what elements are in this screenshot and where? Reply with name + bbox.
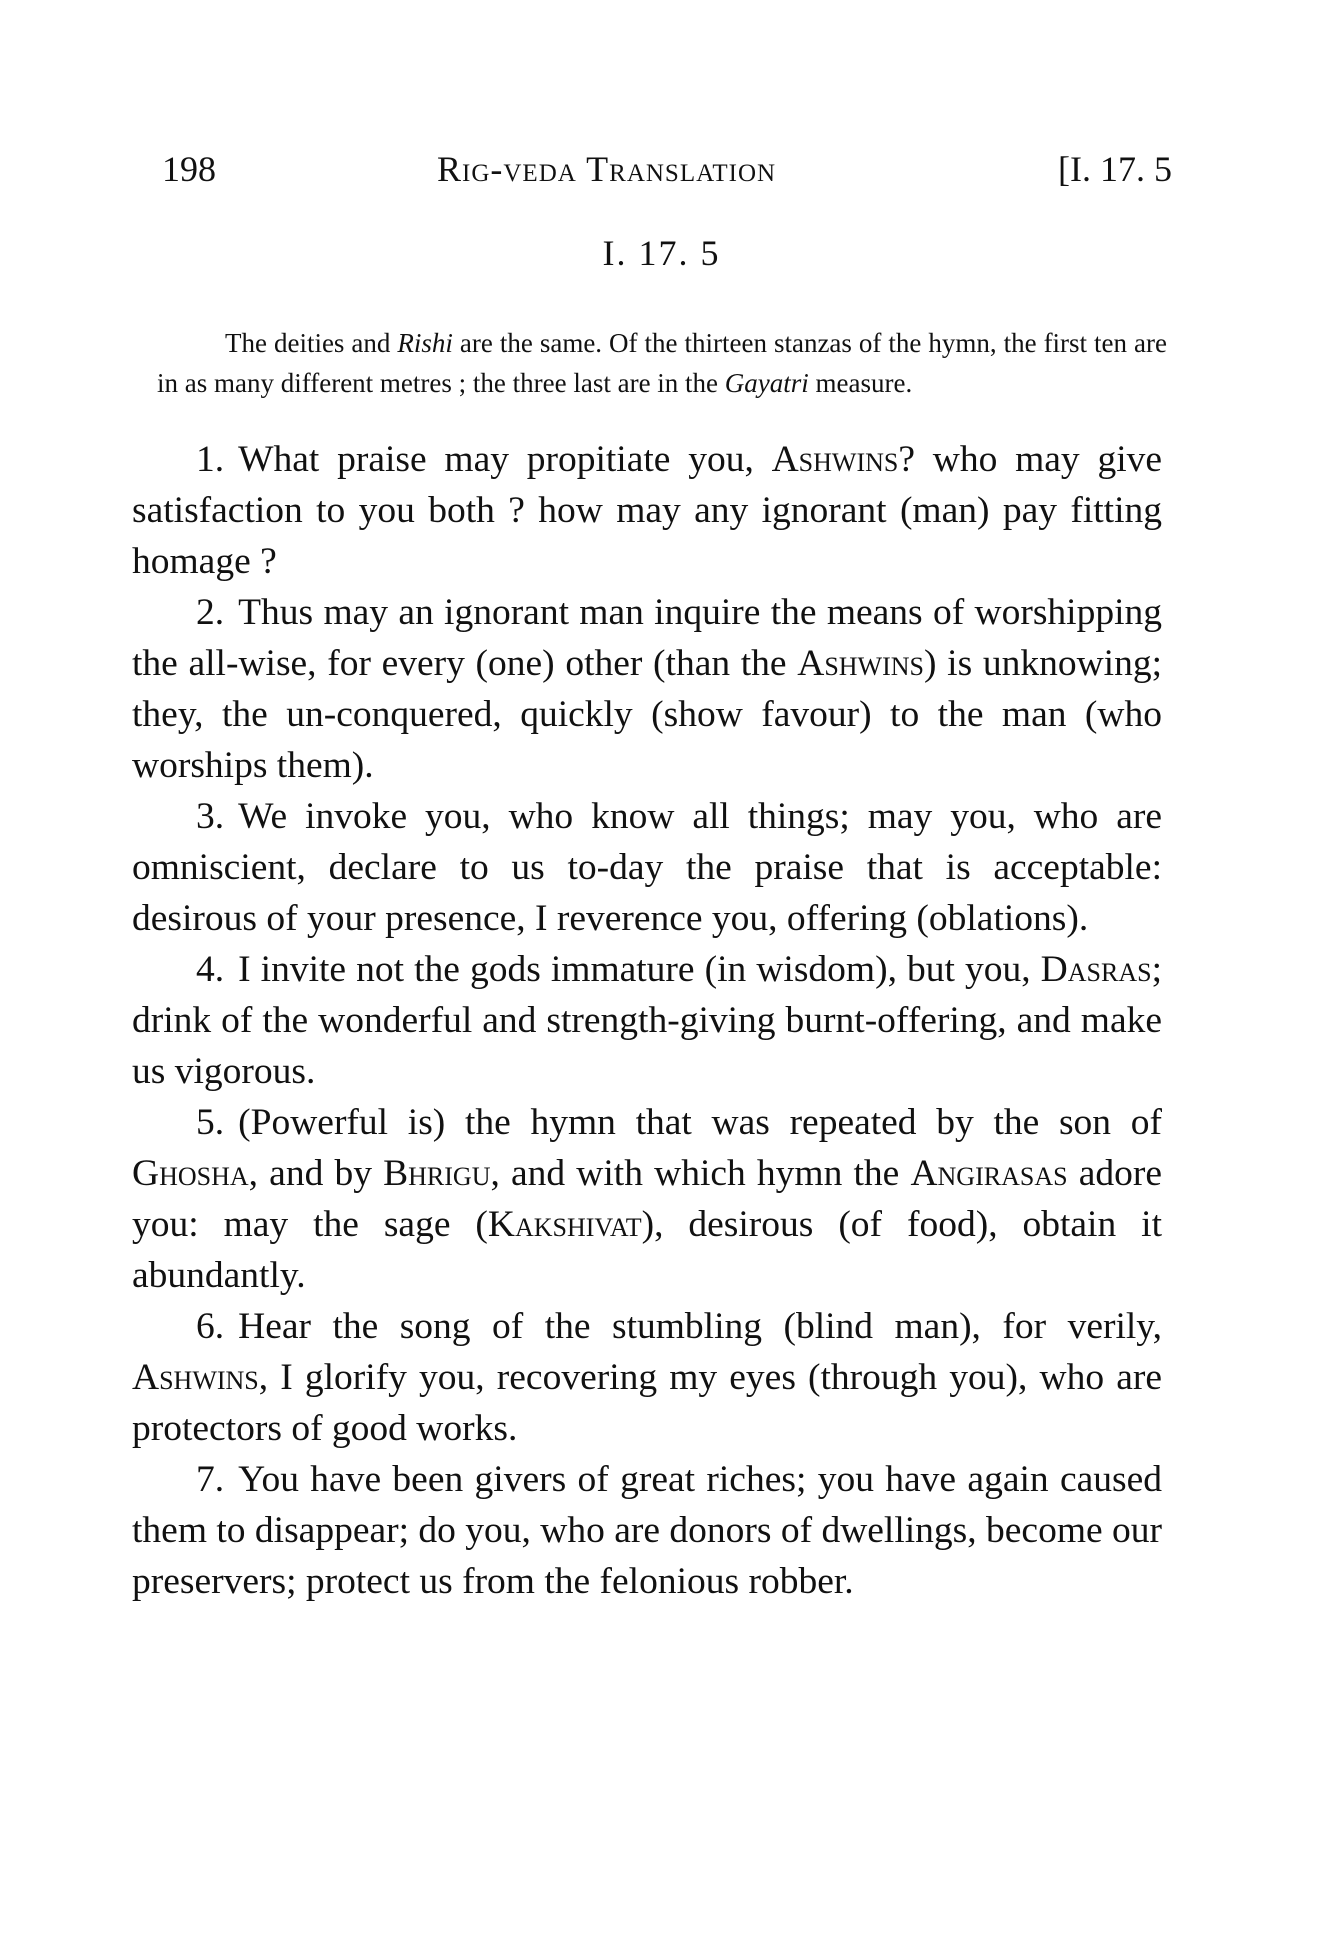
intro-text: measure. [808, 368, 913, 398]
verse-text: ? who may give satisfaction to you both ? how may any ignorant (man) pay fitting homage ? [132, 439, 1163, 582]
verse-text: , and with which hymn the [490, 1153, 911, 1194]
verse-number: 4. [196, 949, 225, 990]
verse-5 [132, 1097, 1162, 1301]
proper-name: Angirasas [910, 1153, 1068, 1194]
verse-1 [132, 434, 1162, 587]
verse-list [132, 434, 1162, 1607]
proper-name: Bhrigu [383, 1153, 491, 1194]
verse-text: ), desirous (of food), obtain it abundantly. [132, 1204, 1162, 1296]
verse-text: Hear the song of the stumbling (blind man), for verily, [238, 1306, 1162, 1347]
intro-text: are the same. Of the thirteen stanzas of the hymn, the first ten are in as many different metres ; the three last are in the [157, 328, 1167, 398]
verse-number: 5. [196, 1102, 225, 1143]
verse-text: , and by [248, 1153, 384, 1194]
verse-number: 6. [196, 1306, 225, 1347]
hymn-number: I. 17. 5 [602, 233, 721, 273]
intro-rishi: Rishi [397, 328, 453, 358]
running-reference: [I. 17. 5 [1058, 149, 1172, 189]
running-head [162, 148, 1172, 198]
intro-text: The deities and [225, 328, 398, 358]
proper-name: Kakshivat [487, 1204, 642, 1245]
intro-gayatri: Gayatri [724, 368, 809, 398]
verse-text: What praise may propitiate you, [238, 439, 772, 480]
page-number: 198 [162, 149, 216, 189]
verse-3 [132, 791, 1162, 944]
verse-text: Thus may an ignorant man inquire the means of worshipping the all-wise, for every (one) other (than the [132, 592, 1162, 684]
verse-4 [132, 944, 1162, 1097]
verse-text: We invoke you, who know all things; may you, who are omniscient, declare to us to-day the praise that is acceptable: desirous of your presence, I reverence you, offering (oblations). [132, 796, 1162, 939]
proper-name: Ghosha [132, 1153, 249, 1194]
verse-2 [132, 587, 1162, 791]
verse-text: You have been givers of great riches; you have again caused them to disappear; do you, who are donors of dwellings, become our preservers; protect us from the felonious robber. [132, 1459, 1162, 1602]
proper-name: Ashwins [132, 1357, 259, 1398]
verse-number: 1. [196, 439, 225, 480]
verse-7 [132, 1454, 1162, 1607]
verse-text: (Powerful is) the hymn that was repeated by the son of [238, 1102, 1162, 1143]
verse-number: 2. [196, 592, 225, 633]
hymn-introduction [157, 323, 1167, 403]
proper-name: Dasras [1040, 949, 1152, 990]
running-title: Rig-veda Translation [437, 149, 777, 189]
verse-text: , I glorify you, recovering my eyes (through you), who are protectors of good works. [132, 1357, 1162, 1449]
verse-text: adore you: may the sage ( [132, 1153, 1162, 1245]
verse-text: ; drink of the wonderful and strength-giving burnt-offering, and make us vigorous. [132, 949, 1162, 1092]
verse-text: I invite not the gods immature (in wisdom), but you, [238, 949, 1041, 990]
verse-6 [132, 1301, 1162, 1454]
verse-number: 3. [196, 796, 225, 837]
proper-name: Ashwins [797, 643, 924, 684]
proper-name: Ashwins [771, 439, 899, 480]
verse-number: 7. [196, 1459, 225, 1500]
verse-text: ) is unknowing; they, the un-conquered, quickly (show favour) to the man (who worships them). [132, 643, 1162, 786]
